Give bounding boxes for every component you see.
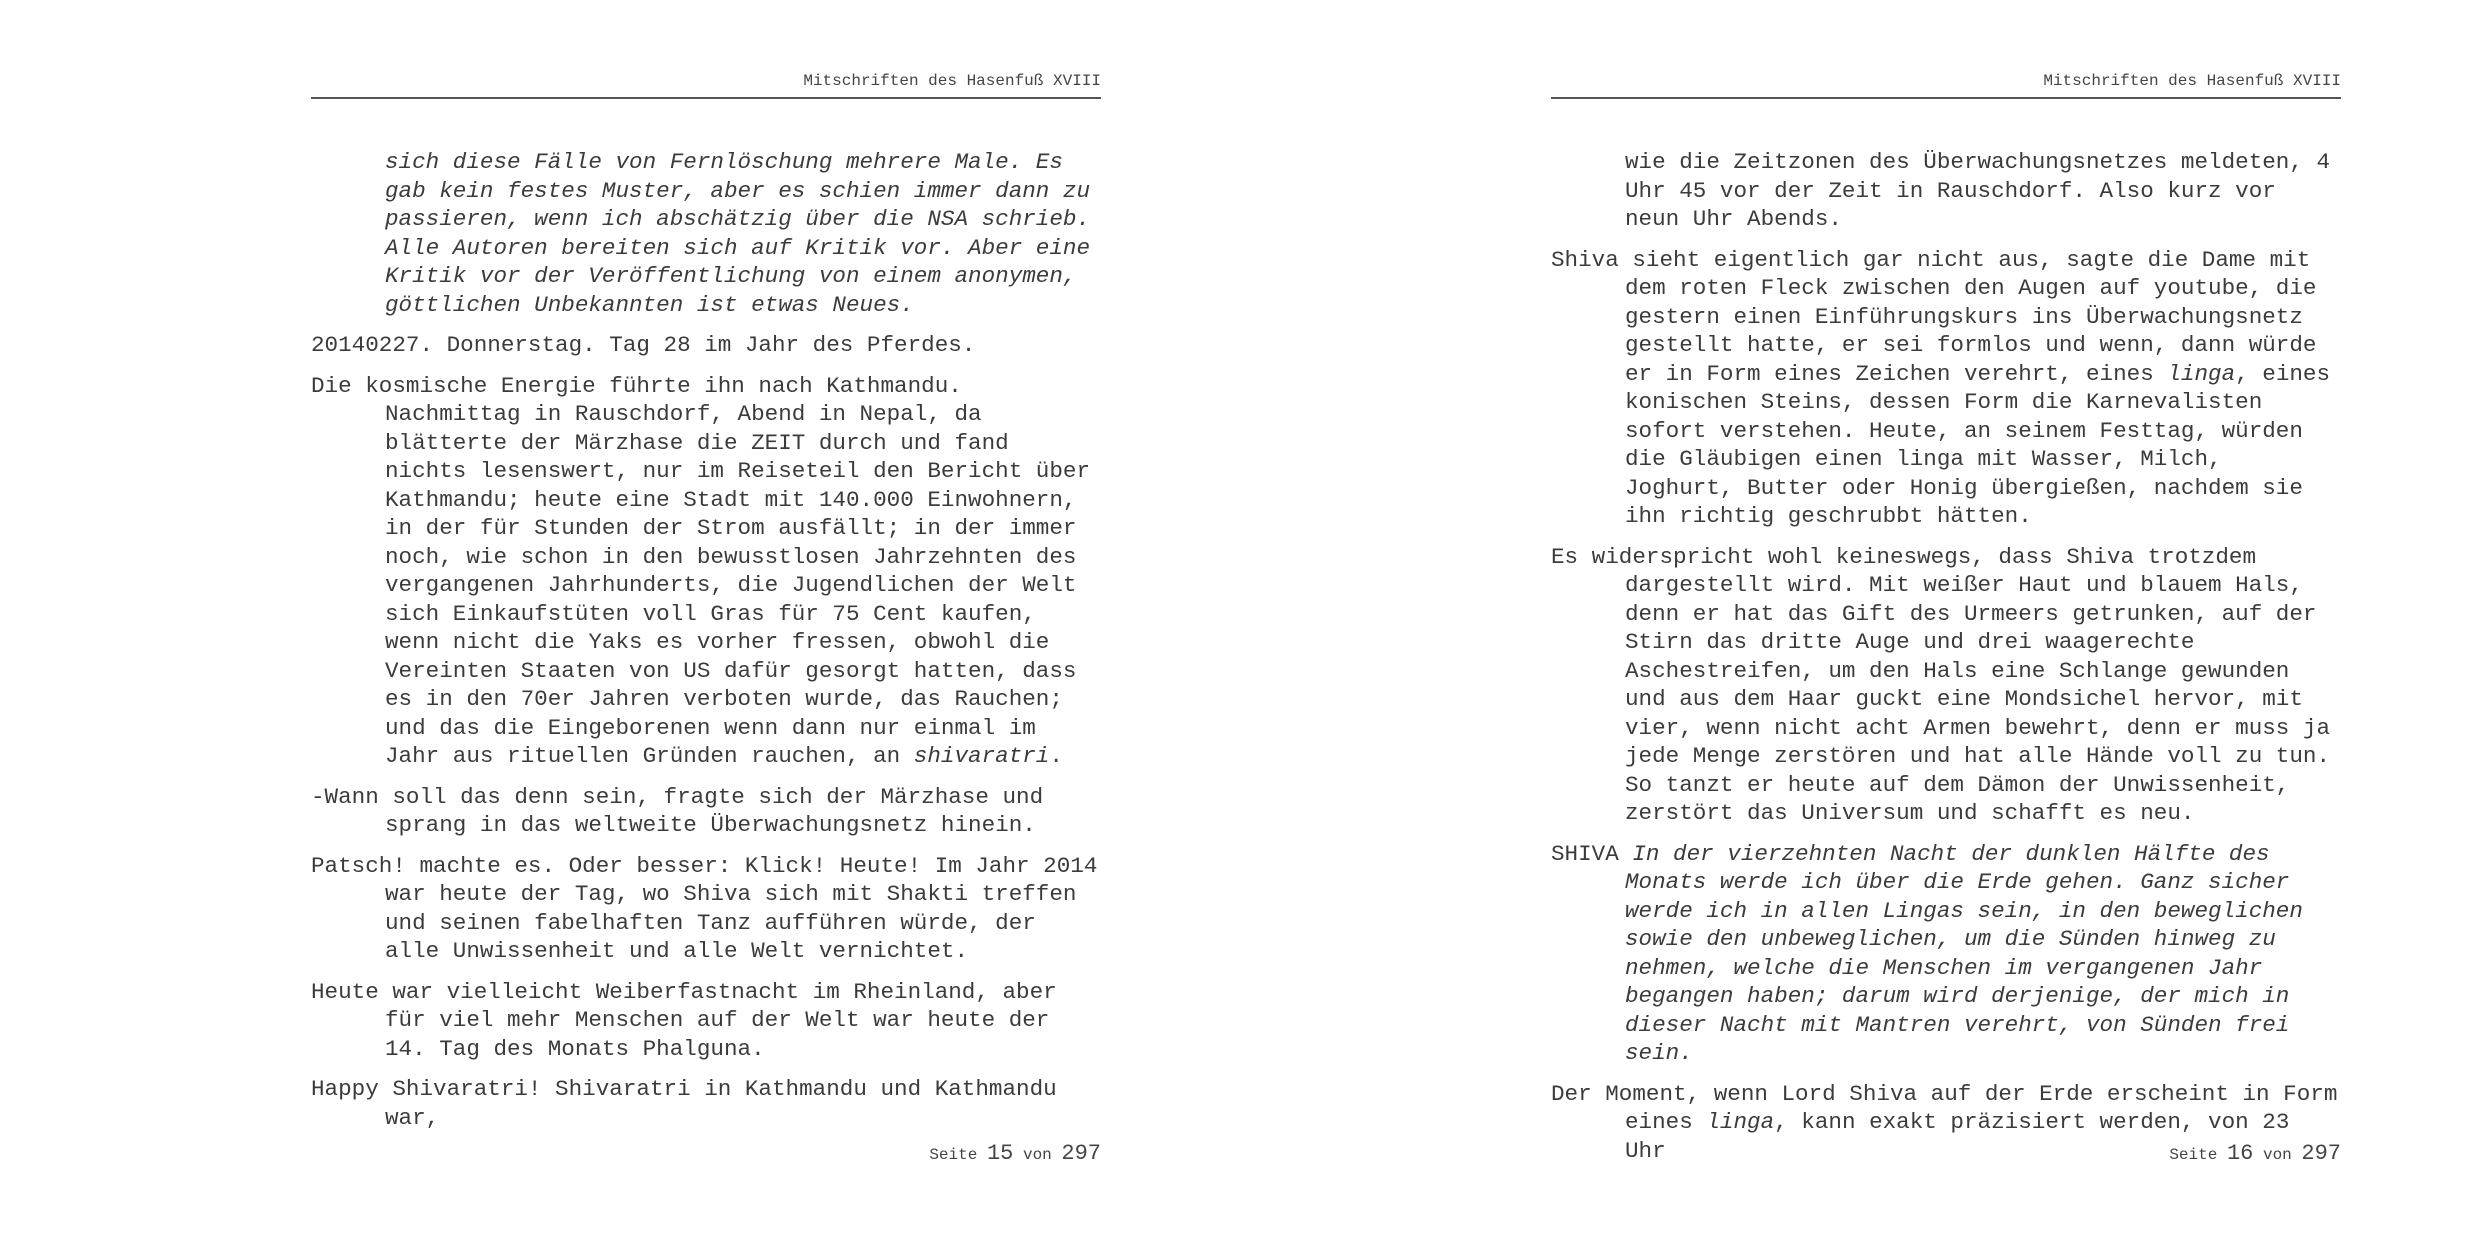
- text-run: Shiva sieht eigentlich gar nicht aus, sagte die Dame mit dem roten Fleck zwischen den Augen auf youtube, die gestern einen Einführungskurs ins Überwachungsnetz gestellt hatte, er sei formlos und wenn, dann würde er in Form eines Zeichen verehrt, eines: [1551, 246, 2317, 387]
- text-run: , eines konischen Steins, dessen Form die Karnevalisten sofort verstehen. Heute, an seinem Festtag, würden die Gläubigen einen linga mit Wasser, Milch, Joghurt, Butter oder Honig übergießen, nachdem sie ihn richtig geschrubbt hätten.: [1625, 360, 2331, 529]
- footer-seite-label: Seite: [929, 1146, 978, 1164]
- italic-text: In der vierzehnten Nacht der dunklen Hälfte des Monats werde ich über die Erde gehen. Ganz sicher werde ich in allen Lingas sein, in den beweglichen sowie den unbeweglichen, um die Sünden hinweg zu nehmen, welche die Menschen im vergangenen Jahr begangen haben; darum wird derjenige, der mich in dieser Nacht mit Mantren verehrt, von Sünden frei sein.: [1625, 840, 2303, 1066]
- paragraph: [311, 1075, 1101, 1132]
- italic-text: sich diese Fälle von Fernlöschung mehrere Male. Es gab kein festes Muster, aber es schien immer dann zu passieren, wenn ich abschätzig über die NSA schrieb. Alle Autoren bereiten sich auf Kritik vor. Aber eine Kritik vor der Veröffentlichung von einem anonymen, göttlichen Unbekannten ist etwas Neues.: [385, 149, 1091, 318]
- footer-von-label: von: [1022, 1146, 1052, 1164]
- paragraph: [311, 372, 1101, 771]
- paragraph: [311, 331, 1101, 360]
- page-footer: [311, 1141, 1101, 1166]
- running-header: Mitschriften des Hasenfuß XVIII: [2043, 72, 2341, 90]
- paragraph: [311, 978, 1101, 1064]
- text-run: 20140227. Donnerstag. Tag 28 im Jahr des Pferdes.: [311, 332, 976, 358]
- italic-text: linga: [1706, 1109, 1775, 1135]
- footer-von-label: von: [2262, 1146, 2292, 1164]
- text-run: -Wann soll das denn sein, fragte sich der Märzhase und sprang in das weltweite Überwachungsnetz hinein.: [311, 783, 1044, 838]
- footer-seite-label: Seite: [2169, 1146, 2218, 1164]
- text-run: Happy Shivaratri! Shivaratri in Kathmandu und Kathmandu war,: [311, 1076, 1057, 1131]
- italic-text: shivaratri: [913, 743, 1050, 769]
- text-run: .: [1049, 743, 1063, 769]
- paragraph: [1551, 148, 2341, 234]
- text-run: Heute war vielleicht Weiberfastnacht im Rheinland, aber für viel mehr Menschen auf der Welt war heute der 14. Tag des Monats Phalguna.: [311, 978, 1057, 1062]
- paragraph: [1551, 840, 2341, 1068]
- paragraph: [1551, 543, 2341, 828]
- text-run: SHIVA: [1551, 840, 1633, 867]
- page-footer: [1551, 1141, 2341, 1166]
- paragraph: [311, 852, 1101, 966]
- footer-page-number: 16: [2226, 1141, 2254, 1166]
- text-run: Patsch! machte es. Oder besser: Klick! Heute! Im Jahr 2014 war heute der Tag, wo Shiva sich mit Shakti treffen und seinen fabelhaften Tanz aufführen würde, der alle Unwissenheit und alle Welt vernichtet.: [311, 852, 1098, 964]
- page-body: [1551, 148, 2341, 1165]
- left-page: [311, 0, 1101, 1240]
- text-run: Der Moment, wenn Lord Shiva auf der Erde erscheint in Form eines: [1551, 1080, 2338, 1135]
- header-rule: [311, 97, 1101, 99]
- right-page: [1551, 0, 2341, 1240]
- italic-text: linga: [2167, 360, 2236, 387]
- text-run: wie die Zeitzonen des Überwachungsnetzes meldeten, 4 Uhr 45 vor der Zeit in Rauschdorf. Also kurz vor neun Uhr Abends.: [1625, 149, 2331, 232]
- page-body: [311, 148, 1101, 1132]
- paragraph: [311, 783, 1101, 840]
- text-run: Die kosmische Energie führte ihn nach Kathmandu. Nachmittag in Rauschdorf, Abend in Nepal, da blätterte der Märzhase die ZEIT durch und fand nichts lesenswert, nur im Reiseteil den Bericht über Kathmandu; heute eine Stadt mit 140.000 Einwohnern, in der für Stunden der Strom ausfällt; in der immer noch, wie schon in den bewusstlosen Jahrzehnten des vergangenen Jahrhunderts, die Jugendlichen der Welt sich Einkaufstüten voll Gras für 75 Cent kaufen, wenn nicht die Yaks es vorher fressen, obwohl die Vereinten Staaten von US dafür gesorgt hatten, dass es in den 70er Jahren verboten wurde, das Rauchen; und das die Eingeborenen wenn dann nur einmal im Jahr aus rituellen Gründen rauchen, an: [311, 372, 1091, 769]
- header-rule: [1551, 97, 2341, 99]
- footer-page-total: 297: [1061, 1141, 1101, 1166]
- footer-page-number: 15: [986, 1141, 1014, 1166]
- running-header: Mitschriften des Hasenfuß XVIII: [803, 72, 1101, 90]
- paragraph: [311, 148, 1101, 319]
- text-run: , kann exakt präzisiert werden, von 23 Uhr: [1625, 1109, 2290, 1164]
- footer-page-total: 297: [2301, 1141, 2341, 1166]
- text-run: Es widerspricht wohl keineswegs, dass Shiva trotzdem dargestellt wird. Mit weißer Haut und blauem Hals, denn er hat das Gift des Urmeers getrunken, auf der Stirn das dritte Auge und drei waagerechte Aschestreifen, um den Hals eine Schlange gewunden und aus dem Haar guckt eine Mondsichel hervor, mit vier, wenn nicht acht Armen bewehrt, denn er muss ja jede Menge zerstören und hat alle Hände voll zu tun. So tanzt er heute auf dem Dämon der Unwissenheit, zerstört das Universum und schafft es neu.: [1551, 543, 2331, 826]
- paragraph: [1551, 246, 2341, 531]
